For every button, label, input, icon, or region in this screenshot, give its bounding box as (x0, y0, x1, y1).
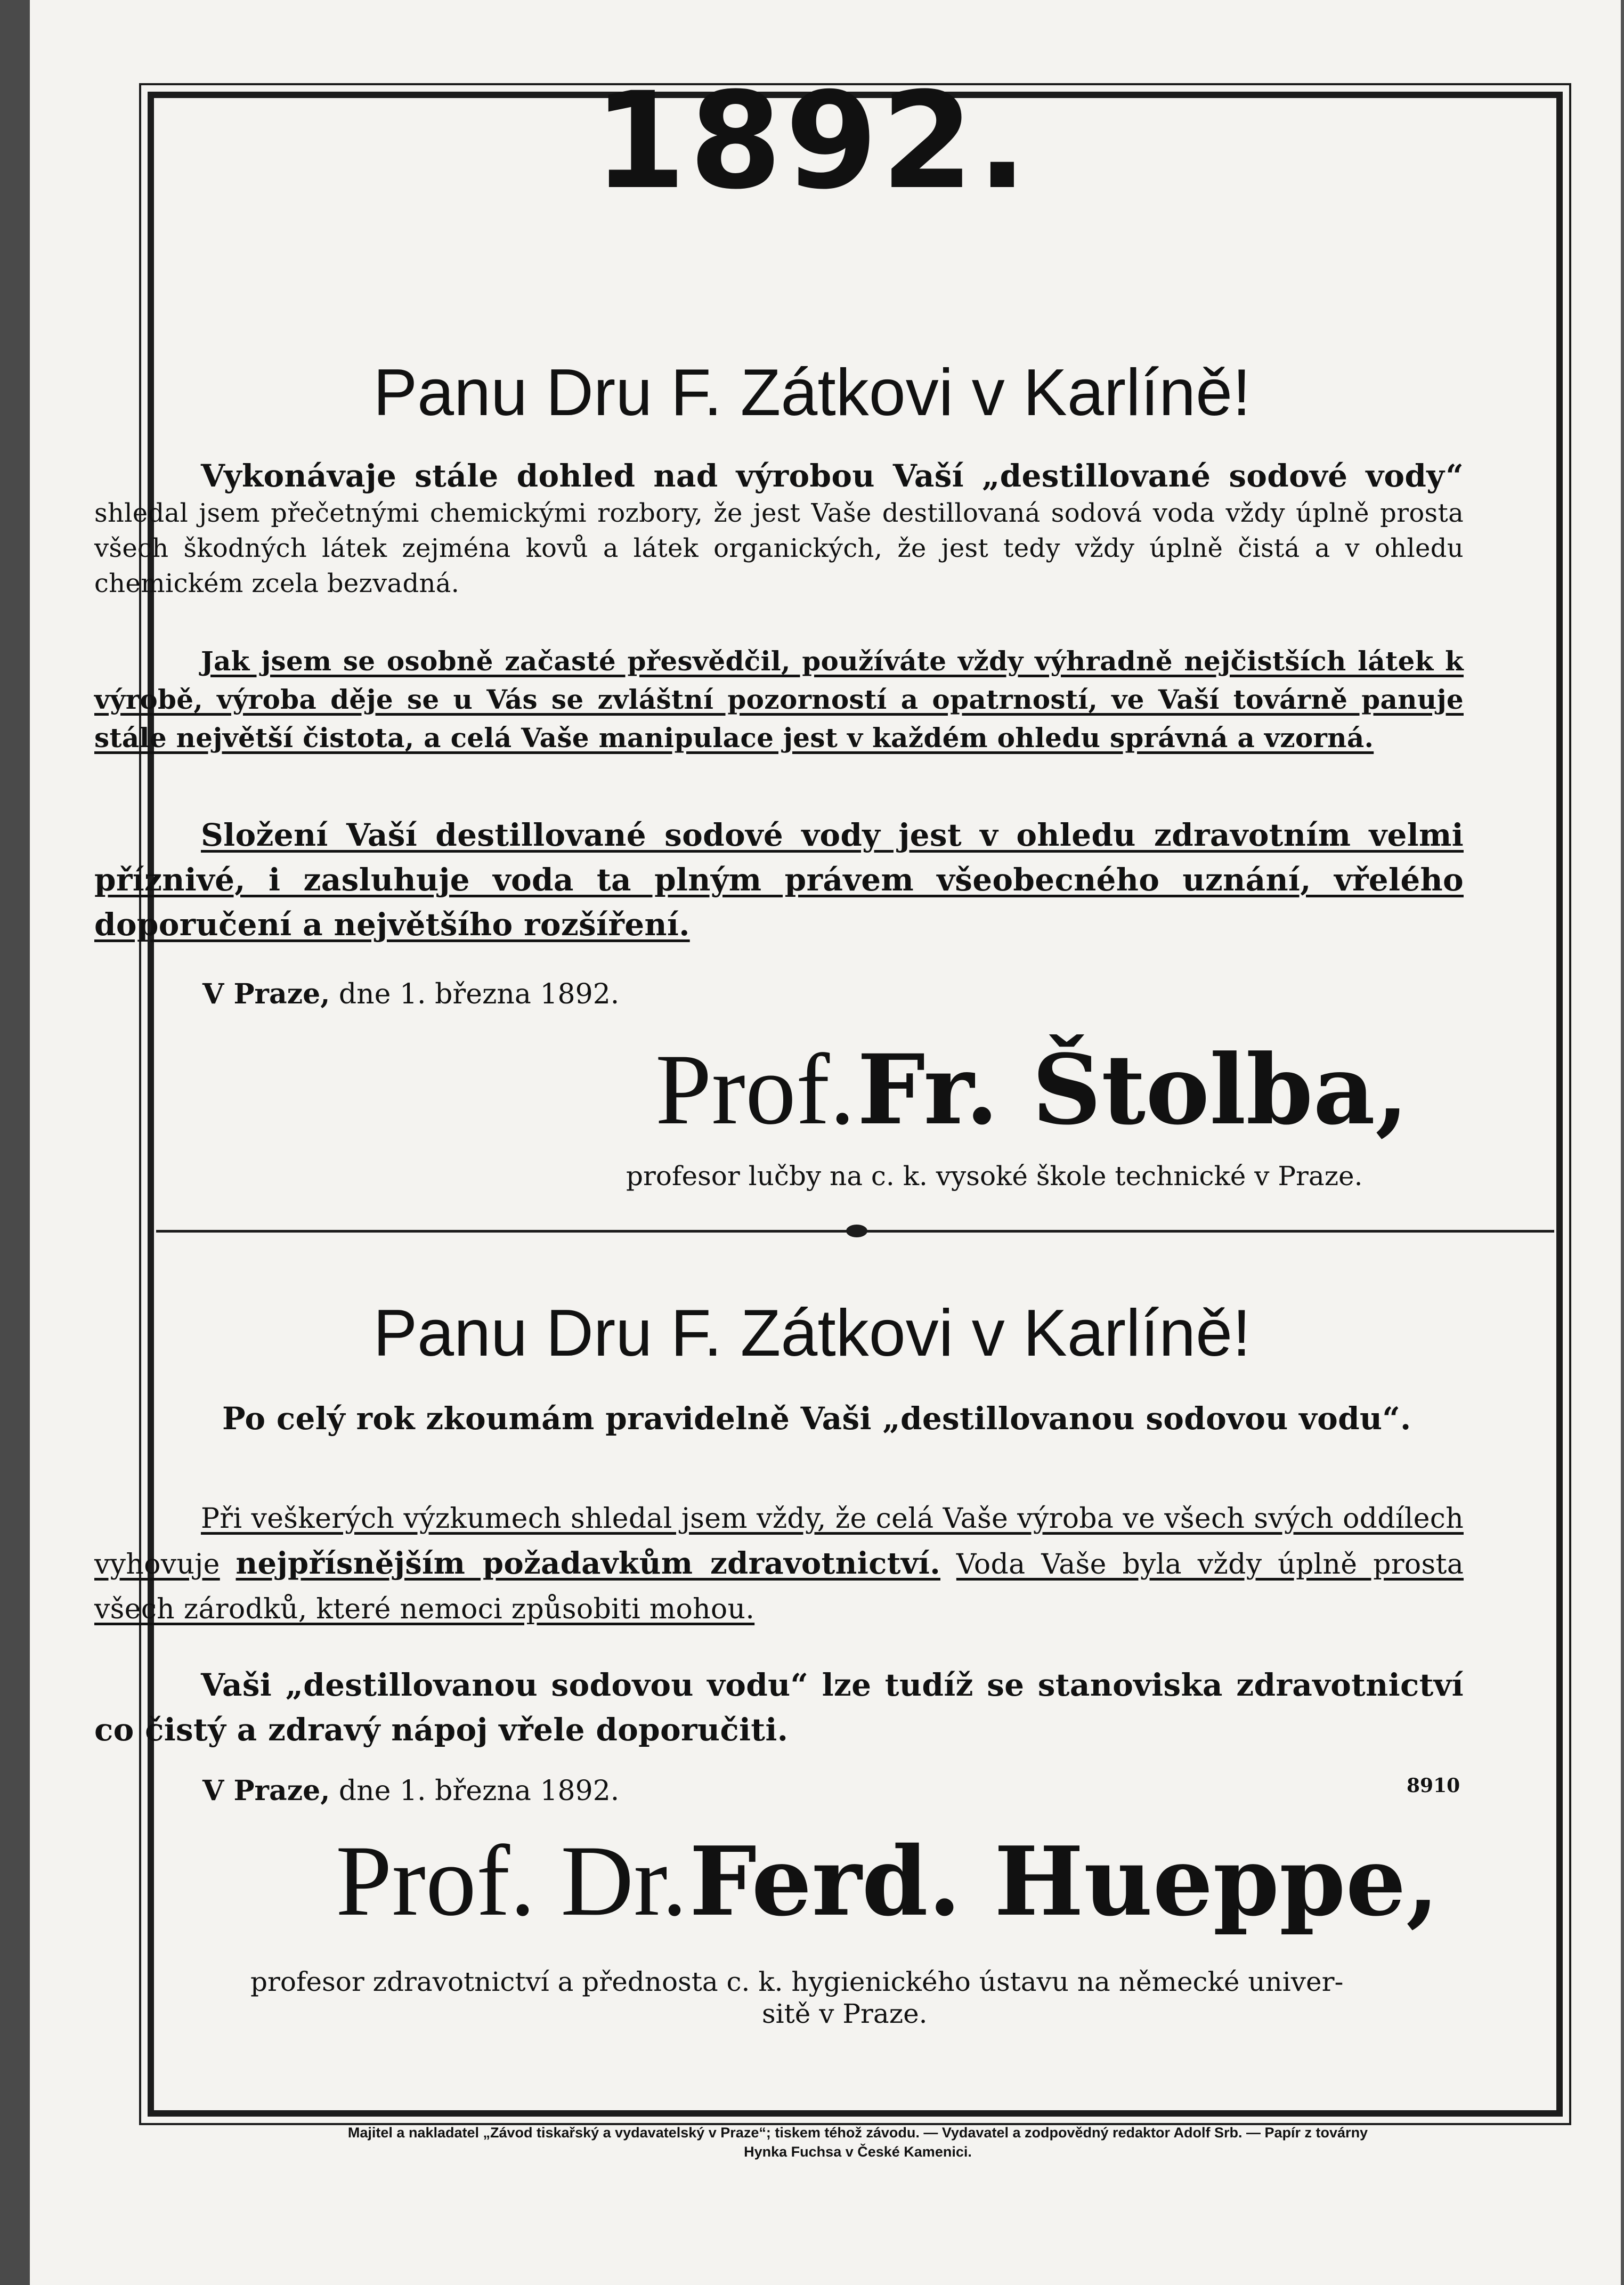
year-heading: 1892. (593, 63, 1031, 218)
ad2-paragraph-2-bold: nejpřísnějším požadavkům zdravotnictví. (236, 1546, 941, 1581)
ad2-date-text: dne 1. března 1892. (338, 1775, 620, 1807)
ad1-paragraph-1-lead: Vykonávaje stále dohled nad výrobou Vaší „destillované sodové vody“ (201, 458, 1464, 494)
ad1-paragraph-1-rest: shledal jsem přečetnými chemickými rozbory, že jest Vaše destillovaná sodová voda vždy úplně prosta všech škodných látek zejména kovů a látek organických, že jest tedy vždy úplně čistá a v ohledu chemickém zcela bezvadná. (94, 498, 1464, 598)
scan-left-edge (0, 0, 30, 2285)
ad2-paragraph-1 (94, 1396, 1464, 1441)
ad2-date (202, 1774, 619, 1807)
ad2-reference-number: 8910 (1407, 1774, 1460, 1797)
ad2-signature (336, 1825, 1439, 1937)
ad2-date-city: V Praze, (202, 1774, 330, 1807)
ad2-signature-title-2: sitě v Praze. (762, 1998, 928, 2029)
ad2-paragraph-1-text: Po celý rok zkoumám pravidelně Vaši „destillovanou sodovou vodu“. (222, 1400, 1411, 1437)
scan-right-edge (1621, 0, 1624, 2285)
ad1-headline: Panu Dru F. Zátkovi v Karlíně! (373, 356, 1251, 430)
imprint-line-2: Hynka Fuchsa v České Kamenici. (744, 2144, 972, 2160)
ad1-paragraph-1 (94, 458, 1464, 601)
ad1-paragraph-3 (94, 813, 1464, 947)
imprint-line-1: Majitel a nakladatel „Závod tiskařský a vydavatelský v Praze“; tiskem téhož závodu. — Vydavatel a zodpovědný redaktor Adolf Srb. — Papír z továrny (347, 2125, 1368, 2141)
ad2-signature-name: Ferd. Hueppe, (689, 1826, 1439, 1937)
ad1-paragraph-2 (94, 642, 1464, 757)
ad1-paragraph-3-text: Složení Vaší destillované sodové vody jest v ohledu zdravotním velmi příznivé, i zasluhuje voda ta plným právem všeobecného uznání, vřelého doporučení a největšího rozšíření. (94, 817, 1464, 943)
ad2-paragraph-2-end: Voda Vaše byla vždy úplně prosta všech zárodků, které nemoci způsobiti mohou. (94, 1549, 1464, 1625)
publisher-imprint (176, 2123, 1540, 2161)
ad2-signature-prefix: Prof. Dr. (336, 1825, 687, 1937)
section-divider-ornament (846, 1225, 867, 1237)
ad1-signature (655, 1034, 1409, 1146)
ad2-paragraph-3-text: Vaši „destillovanou sodovou vodu“ lze tudíž se stanoviska zdravotnictví co čistý a zdravý nápoj vřele doporučiti. (94, 1667, 1464, 1748)
ad2-headline: Panu Dru F. Zátkovi v Karlíně! (373, 1297, 1251, 1370)
ad1-signature-prefix: Prof. (655, 1034, 855, 1146)
ad2-paragraph-2 (94, 1496, 1464, 1632)
ad1-date-city: V Praze, (202, 978, 330, 1010)
ad1-date-text: dne 1. března 1892. (338, 978, 620, 1010)
ad2-paragraph-2-text: Při veškerých výzkumech shledal jsem vždy, že celá Vaše výroba ve všech svých oddílech vyhovuje (94, 1503, 1464, 1581)
ad1-paragraph-2-text: Jak jsem se osobně začasté přesvědčil, používáte vždy výhradně nejčistších látek k výrobě, výroba děje se u Vás se zvláštní pozorností a opatrností, ve Vaší továrně panuje stále největší čistota, a celá Vaše manipulace jest v každém ohledu správná a vzorná. (94, 645, 1464, 753)
ad2-signature-title-1: profesor zdravotnictví a přednosta c. k. hygienického ústavu na německé univer- (250, 1966, 1344, 1997)
ad2-paragraph-3 (94, 1663, 1464, 1752)
ad1-signature-name: Fr. Štolba, (857, 1034, 1409, 1146)
ad1-signature-title: profesor lučby na c. k. vysoké škole technické v Praze. (626, 1161, 1363, 1192)
ad1-date (202, 978, 619, 1010)
